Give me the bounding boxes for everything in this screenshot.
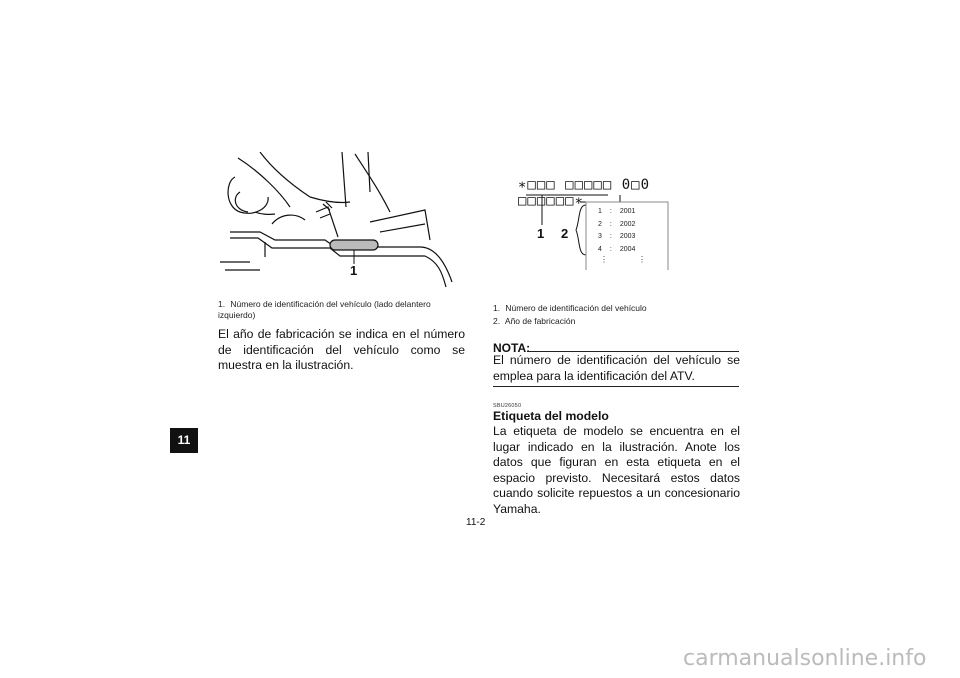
year-separator: : — [609, 233, 612, 240]
nota-top-rule — [527, 351, 739, 352]
year-row — [594, 219, 639, 232]
figure-callout: 1 — [350, 263, 358, 278]
nota-text: El número de identificación del vehículo se emplea para la identificación del ATV. — [493, 353, 740, 383]
year-value: 2004 — [619, 245, 636, 253]
callout-1: 1 — [537, 226, 545, 241]
vin-string: ∗□□□ □□□□□ 0□0 □□□□□□∗ — [518, 177, 651, 209]
year-paragraph: El año de fabricación se indica en el número de identificación del vehículo como se muestra en la ilustración. — [218, 327, 465, 372]
year-code: 2 — [598, 220, 602, 228]
year-value: 2003 — [619, 233, 636, 240]
footer-watermark: carmanualsonline.info — [683, 646, 927, 671]
caption-text: Número de identificación del vehículo (lado delantero izquierdo) — [218, 299, 431, 320]
caption-text: Número de identificación del vehículo — [505, 303, 647, 313]
year-code: 3 — [598, 233, 602, 240]
page-number: 11-2 — [466, 517, 486, 528]
caption-text: Año de fabricación — [504, 316, 576, 326]
nota-bottom-rule — [493, 386, 739, 387]
caption-number: 2. — [493, 316, 501, 326]
year-value: 2002 — [619, 220, 636, 228]
year-separator: : — [609, 245, 612, 253]
section-paragraph: La etiqueta de modelo se encuentra en el lugar indicado en la ilustración. Anote los datos que figuran en esta etiqueta en el espacio previsto. Necesitará estos datos cuando solicite repuestos a un concesionario Yamaha. — [493, 424, 740, 516]
year-value: 2001 — [619, 208, 636, 215]
vin-location-illustration — [220, 152, 470, 290]
figure-caption-1 — [493, 303, 743, 314]
year-separator: : — [609, 208, 612, 215]
year-separator: : — [609, 220, 612, 228]
chapter-tab: 11 — [170, 428, 198, 453]
figure-caption — [218, 299, 468, 321]
year-code-table — [594, 206, 639, 256]
nota-label: NOTA: — [493, 341, 531, 355]
year-row — [594, 206, 639, 219]
continuation-dots: ⋮ — [600, 255, 608, 264]
vin-plate — [330, 240, 378, 250]
caption-number: 1. — [218, 299, 226, 309]
figure-caption-2 — [493, 316, 743, 327]
section-code: SBU26050 — [493, 403, 522, 409]
year-row — [594, 231, 639, 244]
continuation-dots: ⋮ — [638, 255, 646, 264]
callout-2: 2 — [561, 226, 569, 241]
section-heading: Etiqueta del modelo — [493, 409, 609, 423]
year-code: 1 — [598, 208, 602, 215]
caption-number: 1. — [493, 303, 501, 313]
year-code: 4 — [598, 245, 602, 253]
